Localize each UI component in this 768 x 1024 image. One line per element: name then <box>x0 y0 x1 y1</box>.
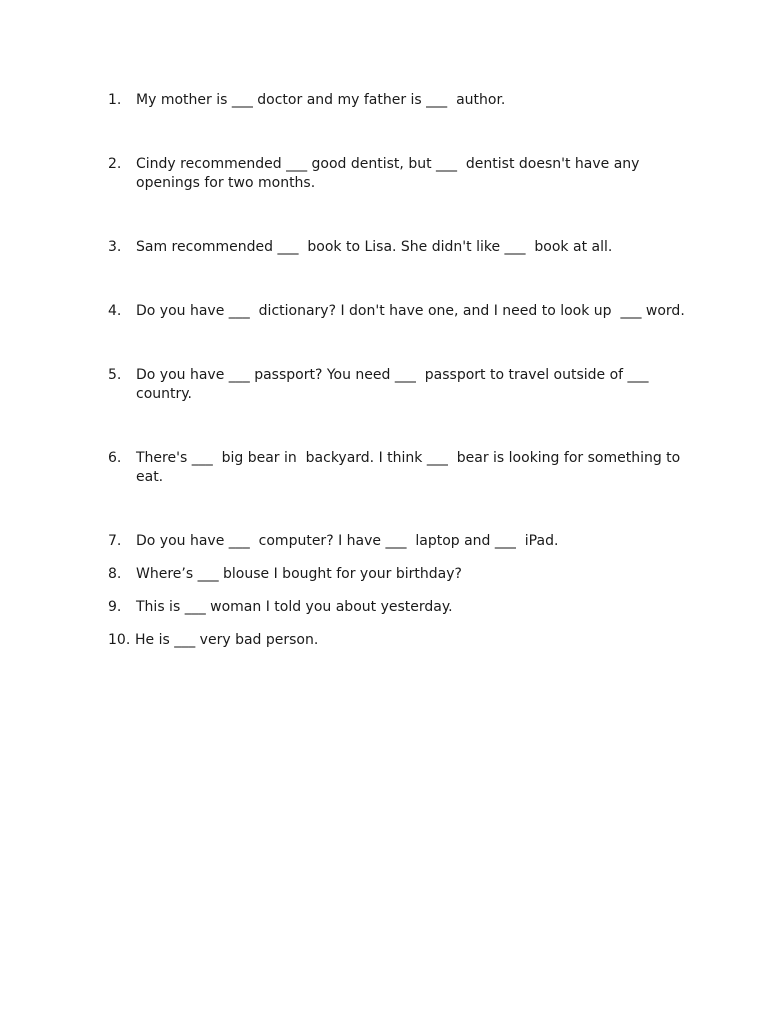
question-number: 4. <box>108 303 122 319</box>
question-text: He is ___ very bad person. <box>135 632 319 648</box>
question-6 <box>108 449 688 487</box>
question-text: Do you have ___ computer? I have ___ laptop and ___ iPad. <box>136 533 559 549</box>
question-number: 1. <box>108 92 122 108</box>
question-number: 3. <box>108 239 122 255</box>
question-10 <box>108 631 688 650</box>
question-number: 5. <box>108 367 122 383</box>
question-4 <box>108 302 688 321</box>
question-number: 7. <box>108 533 122 549</box>
question-number: 6. <box>108 450 122 466</box>
question-2 <box>108 155 688 193</box>
question-text: Cindy recommended ___ good dentist, but ___ dentist doesn't have any openings for two months. <box>136 156 644 191</box>
question-text: Do you have ___ passport? You need ___ passport to travel outside of ___ country. <box>136 367 653 402</box>
question-text: Sam recommended ___ book to Lisa. She didn't like ___ book at all. <box>136 239 613 255</box>
question-9 <box>108 598 688 617</box>
question-text: Do you have ___ dictionary? I don't have one, and I need to look up ___ word. <box>136 303 685 319</box>
question-text: My mother is ___ doctor and my father is ___ author. <box>136 92 506 108</box>
question-number: 8. <box>108 566 122 582</box>
question-3 <box>108 238 688 257</box>
question-number: 10. <box>108 632 131 648</box>
question-7 <box>108 532 688 551</box>
question-text: Where’s ___ blouse I bought for your birthday? <box>136 566 462 582</box>
question-8 <box>108 565 688 584</box>
question-text: This is ___ woman I told you about yesterday. <box>136 599 453 615</box>
question-number: 9. <box>108 599 122 615</box>
question-text: There's ___ big bear in backyard. I think ___ bear is looking for something to eat. <box>136 450 685 485</box>
question-1 <box>108 91 688 110</box>
question-5 <box>108 366 688 404</box>
question-number: 2. <box>108 156 122 172</box>
